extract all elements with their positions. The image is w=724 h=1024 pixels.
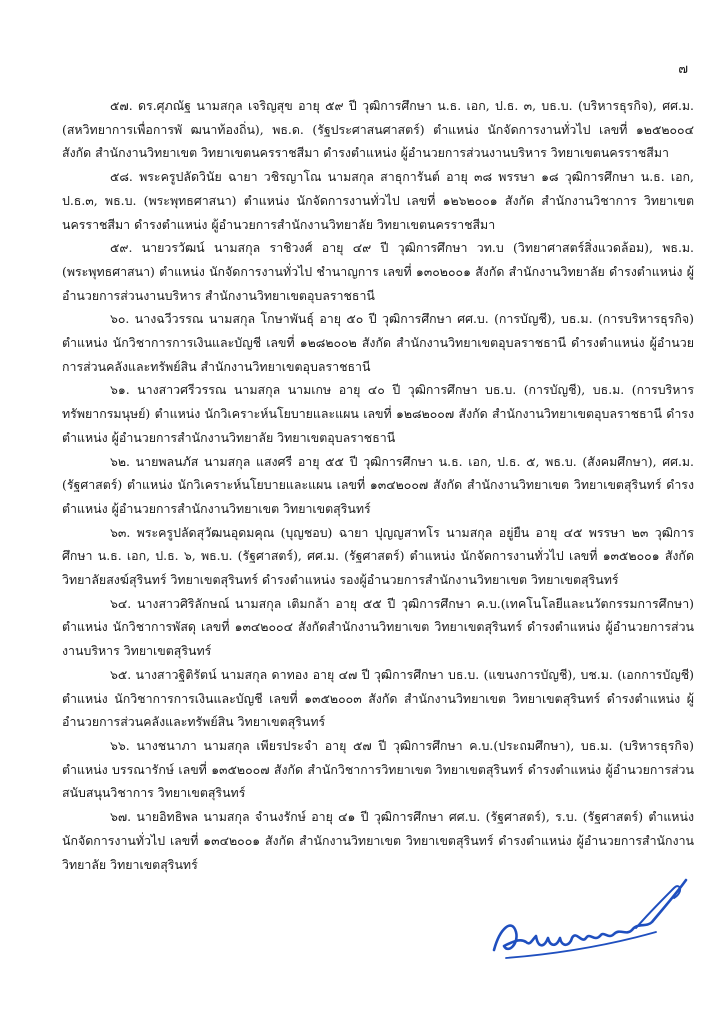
list-item: ๖๗. นายอิทธิพล นามสกุล จำนงรักษ์ อายุ ๔๑ ปี วุฒิการศึกษา ศศ.บ. (รัฐศาสตร์), ร.บ. (รัฐศาสตร์) ตำแหน่ง นักจัดการงานทั่วไป เลขที่ ๑๓๔๒๐๐๑ สังกัด สำนักงานวิทยาเขต วิทยาเขตสุรินทร์ ดำรงตำแหน่ง ผู้อำนวยการสำนักงานวิทยาลัย วิทยาเขตสุรินทร์ — [62, 809, 694, 872]
list-item: ๕๗. ดร.ศุภณัฐ นามสกุล เจริญสุข อายุ ๕๙ ปี วุฒิการศึกษา น.ธ. เอก, ป.ธ. ๓, บธ.บ. (บริหารธุรกิจ), ศศ.ม. (สหวิทยาการเพื่อการพั ฒนาท้องถิ่น), พธ.ด. (รัฐประศาสนศาสตร์) ตำแหน่ง นักจัดการงานทั่วไป เลขที่ ๑๒๕๒๐๐๔ สังกัด สำนักงานวิทยาเขต วิทยาเขตนครราชสีมา ดำรงตำแหน่ง ผู้อำนวยการส่วนงานบริหาร วิทยาเขตนครราชสีมา — [62, 98, 694, 161]
signature-stroke — [494, 880, 686, 950]
list-item: ๕๙. นายวรวัฒน์ นามสกุล ราชิวงศ์ อายุ ๔๙ ปี วุฒิการศึกษา วท.บ (วิทยาศาสตร์สิ่งแวดล้อม), พธ.ม. (พระพุทธศาสนา) ตำแหน่ง นักจัดการงานทั่วไป ชำนาญการ เลขที่ ๑๓๐๒๐๐๑ สังกัด สำนักงานวิทยาลัย ดำรงตำแหน่ง ผู้อำนวยการส่วนงานบริหาร สำนักงานวิทยาเขตอุบลราชธานี — [62, 240, 694, 303]
signature-flourish — [636, 886, 680, 928]
list-item: ๖๓. พระครูปลัดสุวัฒนอุดมคุณ (บุญชอบ) ฉายา ปุญญสาทโร นามสกุล อยู่ยืน อายุ ๔๕ พรรษา ๒๓ วุฒิการศึกษา น.ธ. เอก, ป.ธ. ๖, พธ.บ. (รัฐศาสตร์), ศศ.ม. (รัฐศาสตร์) ตำแหน่ง นักจัดการงานทั่วไป เลขที่ ๑๓๕๒๐๐๑ สังกัด วิทยาลัยสงฆ์สุรินทร์ วิทยาเขตสุรินทร์ ดำรงตำแหน่ง รองผู้อำนวยการสำนักงานวิทยาเขต วิทยาเขตสุรินทร์ — [62, 524, 694, 588]
list-item: ๖๒. นายพลนภัส นามสกุล แสงศรี อายุ ๕๕ ปี วุฒิการศึกษา น.ธ. เอก, ป.ธ. ๕, พธ.บ. (สังคมศึกษา), ศศ.ม.(รัฐศาสตร์) ตำแหน่ง นักวิเคราะห์นโยบายและแผน เลขที่ ๑๓๔๒๐๐๗ สังกัด สำนักงานวิทยาเขต วิทยาเขตสุรินทร์ ดำรงตำแหน่ง ผู้อำนวยการสำนักงานวิทยาเขต วิทยาเขตสุรินทร์ — [62, 453, 694, 516]
page-number: ๗ — [678, 62, 688, 77]
list-item: ๖๑. นางสาวศรีวรรณ นามสกุล นามเกษ อายุ ๔๐ ปี วุฒิการศึกษา บธ.บ. (การบัญชี), บธ.ม. (การบริหารทรัพยากรมนุษย์) ตำแหน่ง นักวิเคราะห์นโยบายและแผน เลขที่ ๑๒๘๒๐๐๗ สังกัด สำนักงานวิทยาเขตอุบลราชธานี ดำรงตำแหน่ง ผู้อำนวยการสำนักงานวิทยาลัย วิทยาเขตอุบลราชธานี — [62, 382, 694, 445]
signature-underline — [506, 932, 656, 958]
appointment-list — [62, 94, 694, 876]
list-item: ๖๔. นางสาวศิริลักษณ์ นามสกุล เติมกล้า อายุ ๕๕ ปี วุฒิการศึกษา ค.บ.(เทคโนโลยีและนวัตกรรมการศึกษา) ตำแหน่ง นักวิชาการพัสดุ เลขที่ ๑๓๔๒๐๐๔ สังกัดสำนักงานวิทยาเขต วิทยาเขตสุรินทร์ ดำรงตำแหน่ง ผู้อำนวยการส่วนงานบริหาร วิทยาเขตสุรินทร์ — [62, 595, 694, 659]
list-item: ๖๐. นางฉวีวรรณ นามสกุล โกษาพันธุ์ อายุ ๕๐ ปี วุฒิการศึกษา ศศ.บ. (การบัญชี), บธ.ม. (การบริหารธุรกิจ) ตำแหน่ง นักวิชาการการเงินและบัญชี เลขที่ ๑๒๘๒๐๐๒ สังกัด สำนักงานวิทยาเขตอุบลราชธานี ดำรงตำแหน่ง ผู้อำนวยการส่วนคลังและทรัพย์สิน สำนักงานวิทยาเขตอุบลราชธานี — [62, 311, 694, 374]
list-item: ๖๕. นางสาวฐิติรัตน์ นามสกุล ดาทอง อายุ ๔๗ ปี วุฒิการศึกษา บธ.บ. (แขนงการบัญชี), บช.ม. (เอกการบัญชี) ตำแหน่ง นักวิชาการการเงินและบัญชี เลขที่ ๑๓๕๒๐๐๓ สังกัด สำนักงานวิทยาเขต วิทยาเขตสุรินทร์ ดำรงตำแหน่ง ผู้อำนวยการส่วนคลังและทรัพย์สิน วิทยาเขตสุรินทร์ — [62, 666, 694, 730]
list-item: ๖๖. นางชนาภา นามสกุล เพียรประจำ อายุ ๕๗ ปี วุฒิการศึกษา ค.บ.(ประถมศึกษา), บธ.ม. (บริหารธุรกิจ) ตำแหน่ง บรรณารักษ์ เลขที่ ๑๓๕๒๐๐๗ สังกัด สำนักวิชาการวิทยาเขต วิทยาเขตสุรินทร์ ดำรงตำแหน่ง ผู้อำนวยการส่วนสนับสนุนวิชาการ วิทยาเขตสุรินทร์ — [62, 737, 694, 801]
list-item: ๕๘. พระครูปลัดวินัย ฉายา วชิรญาโณ นามสกุล สาธุการันต์ อายุ ๓๘ พรรษา ๑๘ วุฒิการศึกษา น.ธ. เอก, ป.ธ.๓, พธ.บ. (พระพุทธศาสนา) ตำแหน่ง นักจัดการงานทั่วไป เลขที่ ๑๒๖๒๐๐๑ สังกัด สำนักงานวิชาการ วิทยาเขตนครราชสีมา ดำรงตำแหน่ง ผู้อำนวยการสำนักงานวิทยาลัย วิทยาเขตนครราชสีมา — [62, 169, 694, 232]
